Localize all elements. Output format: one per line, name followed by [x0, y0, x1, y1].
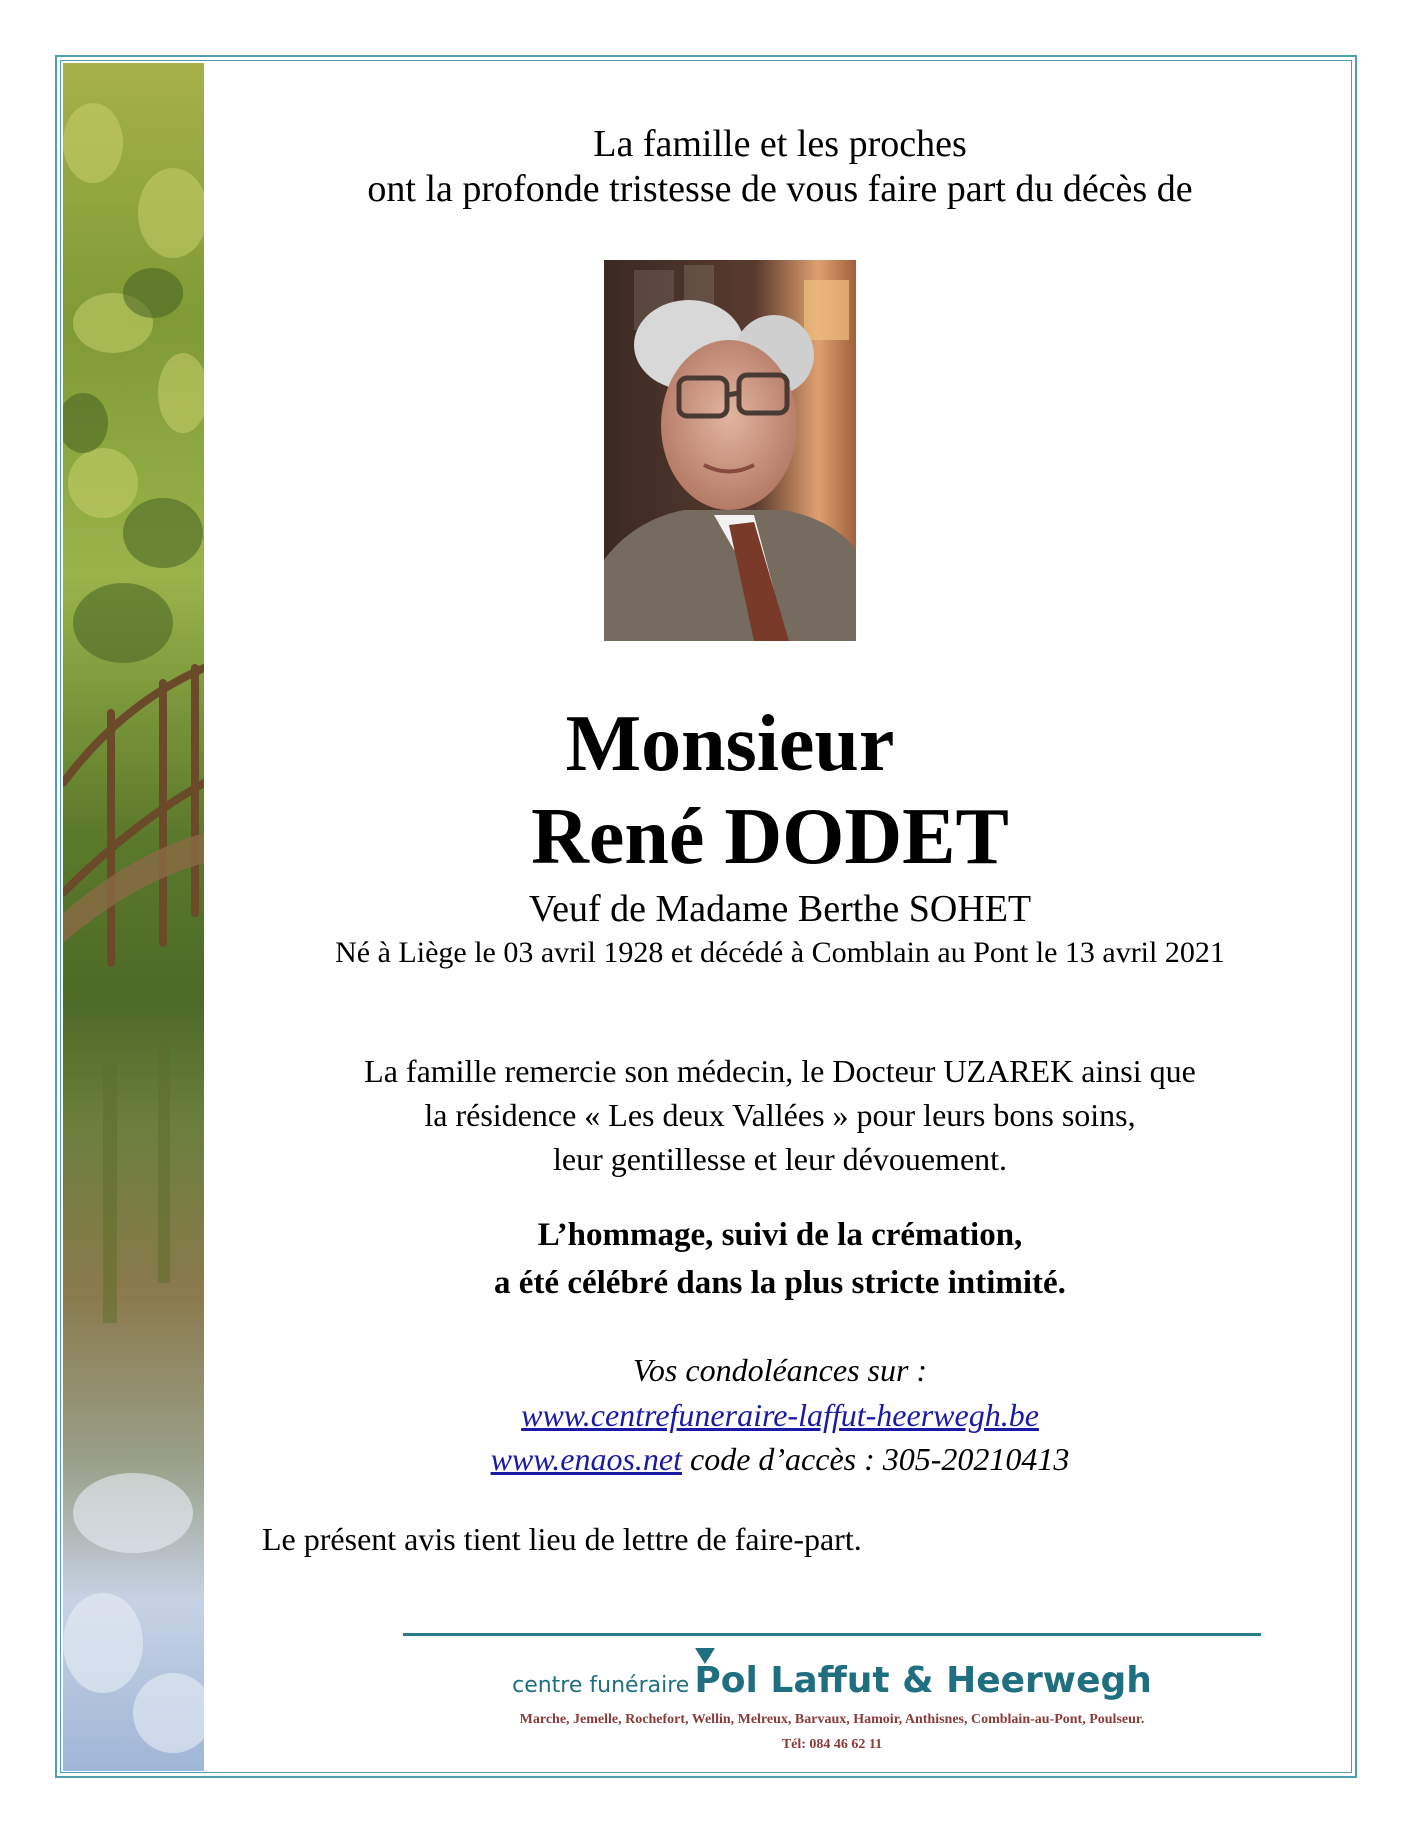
- thanks-line-2: la résidence « Les deux Vallées » pour leurs bons soins,: [424, 1097, 1136, 1133]
- widow-of: Veuf de Madame Berthe SOHET: [528, 888, 1032, 930]
- deceased-name: René DODET: [531, 793, 1009, 881]
- birth-death-info: Né à Liège le 03 avril 1928 et décédé à Comblain au Pont le 13 avril 2021: [335, 936, 1225, 969]
- funeral-home-website-link[interactable]: www.centrefuneraire-laffut-heerwegh.be: [521, 1397, 1039, 1433]
- deceased-honorific: Monsieur: [565, 700, 895, 788]
- side-landscape-image: [63, 63, 204, 1771]
- thanks-line-3: leur gentillesse et leur dévouement.: [552, 1141, 1008, 1177]
- funeral-home-logo: [403, 1660, 1261, 1701]
- ceremony-line-1: L’hommage, suivi de la crémation,: [537, 1217, 1023, 1253]
- condolences-link-row-2: [204, 1437, 1356, 1481]
- intro-line-1: La famille et les proches: [593, 123, 967, 165]
- portrait-photo: [604, 260, 856, 641]
- condolences-link-row-1: [204, 1393, 1356, 1437]
- brand-name: Pol Laffut & Heerwegh: [694, 1660, 1152, 1701]
- thanks-line-1: La famille remercie son médecin, le Docteur UZAREK ainsi que: [364, 1053, 1196, 1089]
- ceremony-line-2: a été célébré dans la plus stricte intimité.: [494, 1265, 1066, 1301]
- access-code: code d’accès : 305-20210413: [681, 1441, 1070, 1477]
- enaos-website-link[interactable]: www.enaos.net: [490, 1441, 682, 1477]
- notice-text: Le présent avis tient lieu de lettre de faire-part.: [262, 1521, 862, 1557]
- brand-prefix: centre funéraire: [512, 1673, 690, 1698]
- footer-divider: [403, 1633, 1261, 1636]
- intro-line-2: ont la profonde tristesse de vous faire part du décès de: [367, 168, 1193, 210]
- condolences-label: Vos condoléances sur :: [632, 1352, 928, 1388]
- footer-phone: Tél: 084 46 62 11: [781, 1737, 883, 1752]
- footer-towns: Marche, Jemelle, Rochefort, Wellin, Melreux, Barvaux, Hamoir, Anthisnes, Comblain-au-Pont, Poulseur.: [519, 1712, 1145, 1727]
